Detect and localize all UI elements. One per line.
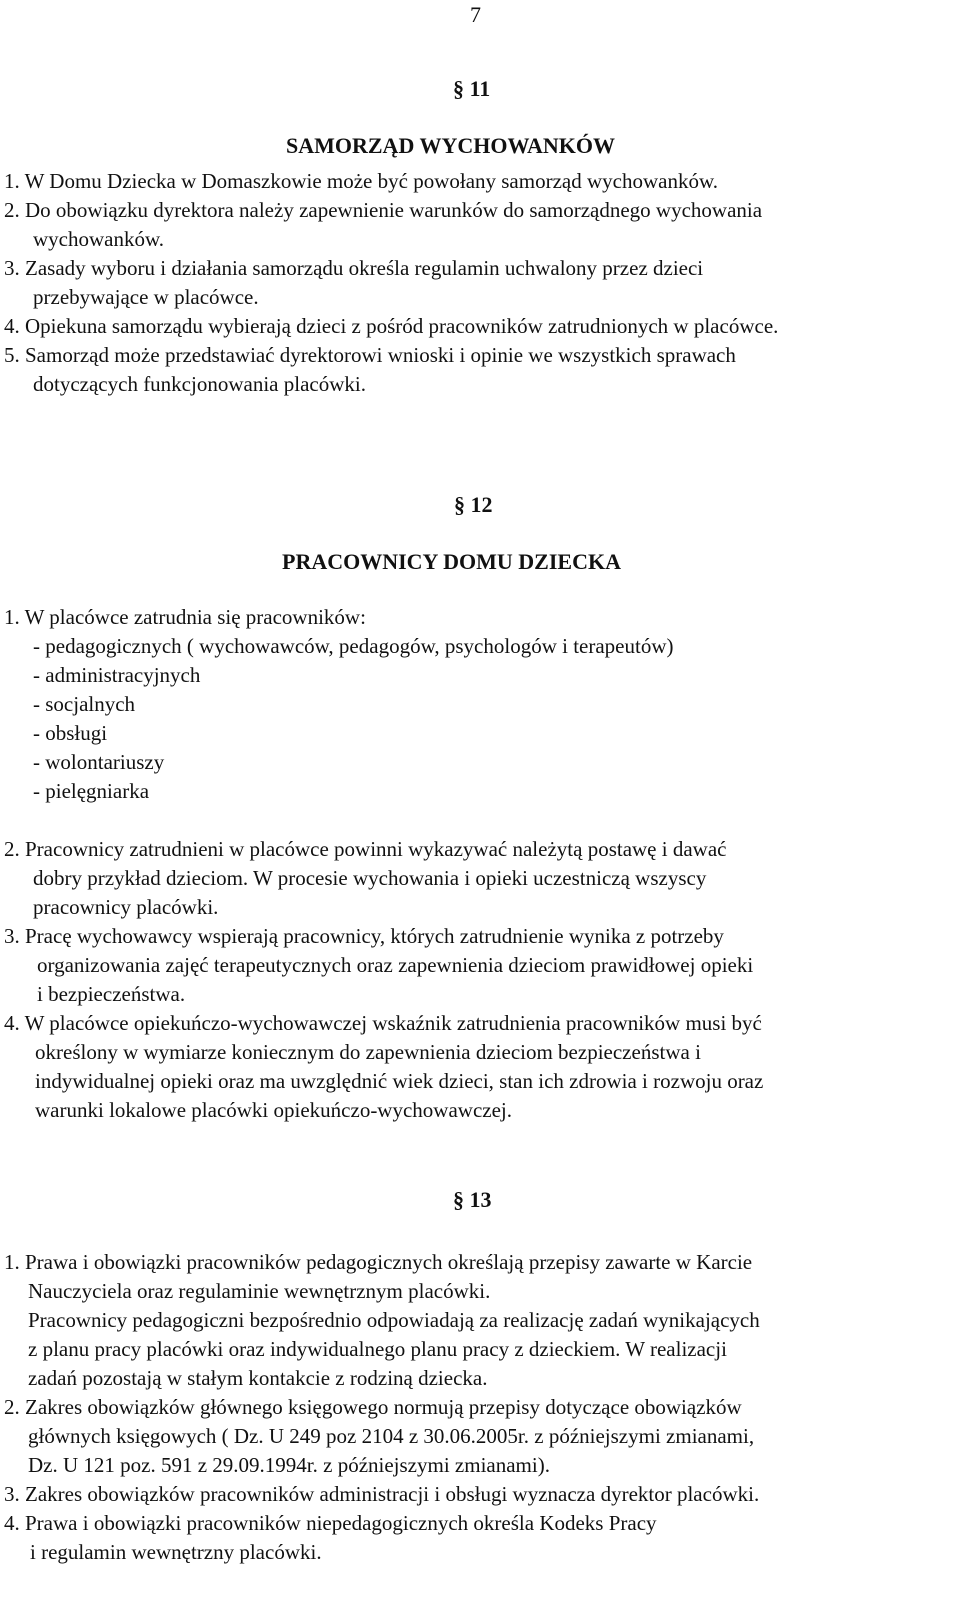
- section-11-mark: § 11: [453, 76, 491, 101]
- s11-line-5: przebywające w placówce.: [33, 285, 259, 309]
- s12-line-15: określony w wymiarze koniecznym do zapewnienia dzieciom bezpieczeństwa i: [35, 1040, 701, 1064]
- s13-line-3: Pracownicy pedagogiczni bezpośrednio odpowiadają za realizację zadań wynikających: [28, 1308, 760, 1332]
- section-12-title: PRACOWNICY DOMU DZIECKA: [282, 549, 621, 574]
- s13-line-6: 2. Zakres obowiązków głównego księgowego normują przepisy dotyczące obowiązków: [4, 1395, 742, 1419]
- s11-line-2: 2. Do obowiązku dyrektora należy zapewnienie warunków do samorządnego wychowania: [4, 198, 763, 222]
- s13-line-4: z planu pracy placówki oraz indywidualnego planu pracy z dzieckiem. W realizacji: [28, 1337, 727, 1361]
- s13-line-5: zadań pozostają w stałym kontakcie z rodziną dziecka.: [28, 1366, 488, 1390]
- s13-line-11: i regulamin wewnętrzny placówki.: [30, 1540, 322, 1564]
- s13-line-10: 4. Prawa i obowiązki pracowników niepedagogicznych określa Kodeks Pracy: [4, 1511, 657, 1535]
- s12-line-10: pracownicy placówki.: [33, 895, 219, 919]
- page-number: 7: [470, 2, 481, 27]
- s12-line-17: warunki lokalowe placówki opiekuńczo-wychowawczej.: [35, 1098, 512, 1122]
- section-13-mark: § 13: [453, 1187, 492, 1212]
- s12-list-item: - socjalnych: [33, 692, 136, 716]
- section-12-mark: § 12: [454, 492, 493, 517]
- s12-line-14: 4. W placówce opiekuńczo-wychowawczej wskaźnik zatrudnienia pracowników musi być: [4, 1011, 762, 1035]
- s13-line-9: 3. Zakres obowiązków pracowników administracji i obsługi wyznacza dyrektor placówki.: [4, 1482, 760, 1506]
- s12-list-item: - wolontariuszy: [33, 750, 165, 774]
- s11-line-1: 1. W Domu Dziecka w Domaszkowie może być powołany samorząd wychowanków.: [4, 169, 718, 193]
- s11-line-4: 3. Zasady wyboru i działania samorządu określa regulamin uchwalony przez dzieci: [4, 256, 704, 280]
- s12-line-16: indywidualnej opieki oraz ma uwzględnić wiek dzieci, stan ich zdrowia i rozwoju oraz: [35, 1069, 764, 1093]
- s11-line-7: 5. Samorząd może przedstawiać dyrektorowi wnioski i opinie we wszystkich sprawach: [4, 343, 736, 367]
- section-11-title: SAMORZĄD WYCHOWANKÓW: [286, 133, 616, 158]
- s12-list-item: - pielęgniarka: [33, 779, 150, 803]
- s12-line-9: dobry przykład dzieciom. W procesie wychowania i opieki uczestniczą wszyscy: [33, 866, 707, 890]
- s12-line-11: 3. Pracę wychowawcy wspierają pracownicy, których zatrudnienie wynika z potrzeby: [4, 924, 724, 948]
- s11-line-3: wychowanków.: [33, 227, 165, 251]
- s13-line-1: 1. Prawa i obowiązki pracowników pedagogicznych określają przepisy zawarte w Karcie: [4, 1250, 753, 1274]
- s13-line-8: Dz. U 121 poz. 591 z 29.09.1994r. z późniejszymi zmianami).: [28, 1453, 550, 1477]
- s12-line-12: organizowania zajęć terapeutycznych oraz zapewnienia dzieciom prawidłowej opieki: [37, 953, 754, 977]
- s12-line-1: 1. W placówce zatrudnia się pracowników:: [4, 605, 366, 629]
- s13-line-7: głównych księgowych ( Dz. U 249 poz 2104 z 30.06.2005r. z późniejszymi zmianami,: [28, 1424, 755, 1448]
- s12-list-item: - pedagogicznych ( wychowawców, pedagogów, psychologów i terapeutów): [33, 634, 674, 658]
- s12-list-item: - administracyjnych: [33, 663, 201, 687]
- s12-line-8: 2. Pracownicy zatrudnieni w placówce powinni wykazywać należytą postawę i dawać: [4, 837, 727, 861]
- s12-line-13: i bezpieczeństwa.: [37, 982, 186, 1006]
- s11-line-6: 4. Opiekuna samorządu wybierają dzieci z pośród pracowników zatrudnionych w placówce.: [4, 314, 779, 338]
- s13-line-2: Nauczyciela oraz regulaminie wewnętrznym placówki.: [28, 1279, 491, 1303]
- s11-line-8: dotyczących funkcjonowania placówki.: [33, 372, 366, 396]
- s12-list-item: - obsługi: [33, 721, 108, 745]
